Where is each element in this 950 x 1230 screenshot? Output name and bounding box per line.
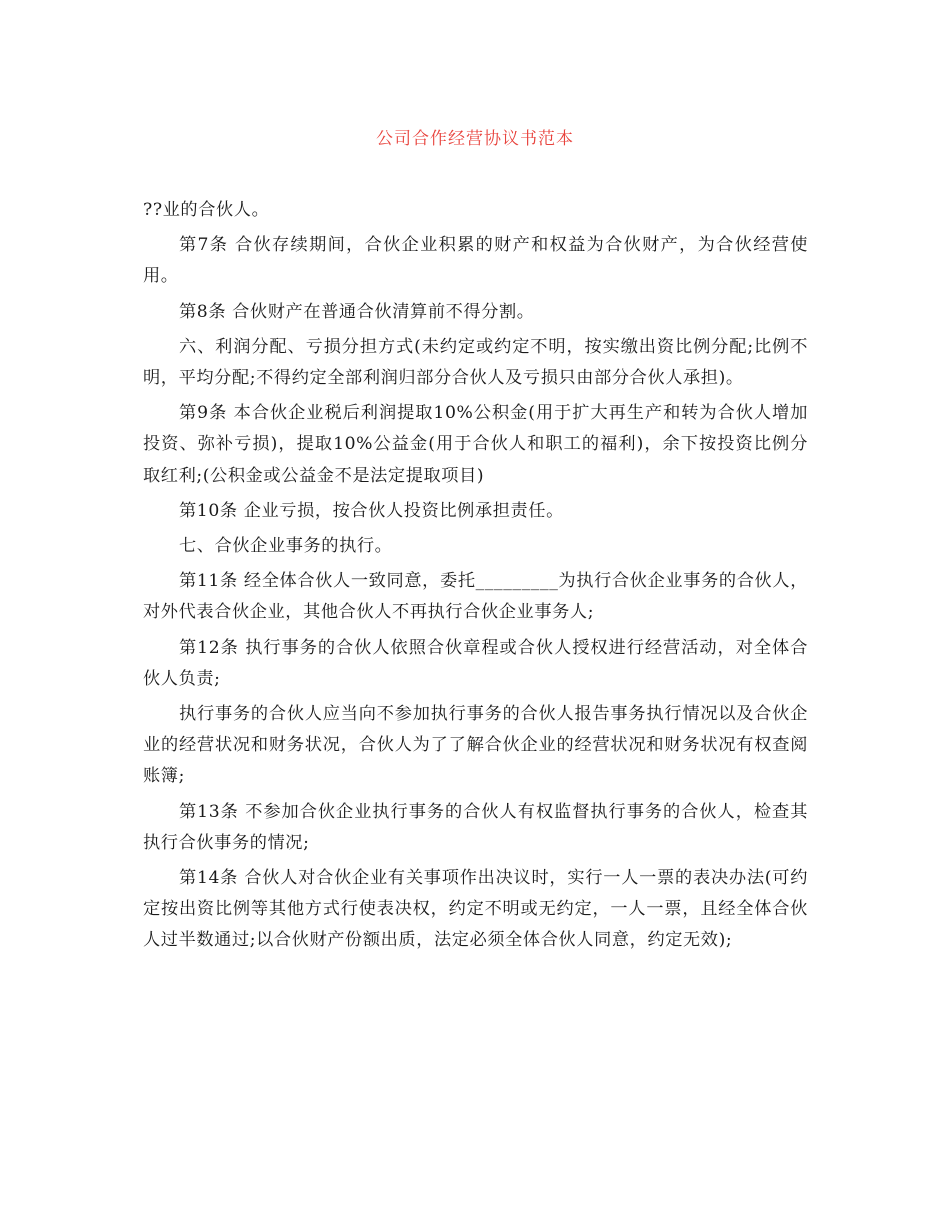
paragraph: 六、利润分配、亏损分担方式(未约定或约定不明，按实缴出资比例分配;比例不明，平均分配;不得约定全部利润归部分合伙人及亏损只由部分合伙人承担)。: [143, 336, 808, 389]
paragraph: 第9条 本合伙企业税后利润提取10%公积金(用于扩大再生产和转为合伙人增加投资、弥补亏损)，提取10%公益金(用于合伙人和职工的福利)，余下按投资比例分取红利;(公积金或公益金不是法定提取项目): [143, 403, 808, 486]
paragraph: 第12条 执行事务的合伙人依照合伙章程或合伙人授权进行经营活动，对全体合伙人负责;: [143, 637, 808, 689]
paragraph: 七、合伙企业事务的执行。: [179, 536, 393, 557]
paragraph: 第8条 合伙财产在普通合伙清算前不得分割。: [179, 301, 535, 322]
paragraph: 执行事务的合伙人应当向不参加执行事务的合伙人报告事务执行情况以及合伙企业的经营状况和财务状况，合伙人为了了解合伙企业的经营状况和财务状况有权查阅账簿;: [143, 704, 808, 787]
paragraph: ??业的合伙人。: [143, 200, 270, 220]
paragraph: 第7条 合伙存续期间，合伙企业积累的财产和权益为合伙财产，为合伙经营使用。: [143, 235, 808, 287]
document-title: 公司合作经营协议书范本: [376, 129, 574, 149]
paragraph: 第14条 合伙人对合伙企业有关事项作出决议时，实行一人一票的表决办法(可约定按出资比例等其他方式行使表决权，约定不明或无约定，一人一票，且经全体合伙人过半数通过;以合伙财产份额出质，法定必须全体合伙人同意，约定无效);: [143, 868, 808, 951]
paragraph: 第13条 不参加合伙企业执行事务的合伙人有权监督执行事务的合伙人，检查其执行合伙事务的情况;: [143, 801, 808, 853]
paragraph: 第10条 企业亏损，按合伙人投资比例承担责任。: [179, 500, 564, 521]
document-body: [143, 195, 808, 961]
paragraph: 第11条 经全体合伙人一致同意，委托_________为执行合伙企业事务的合伙人，对外代表合伙企业，其他合伙人不再执行合伙企业事务人;: [143, 571, 808, 623]
